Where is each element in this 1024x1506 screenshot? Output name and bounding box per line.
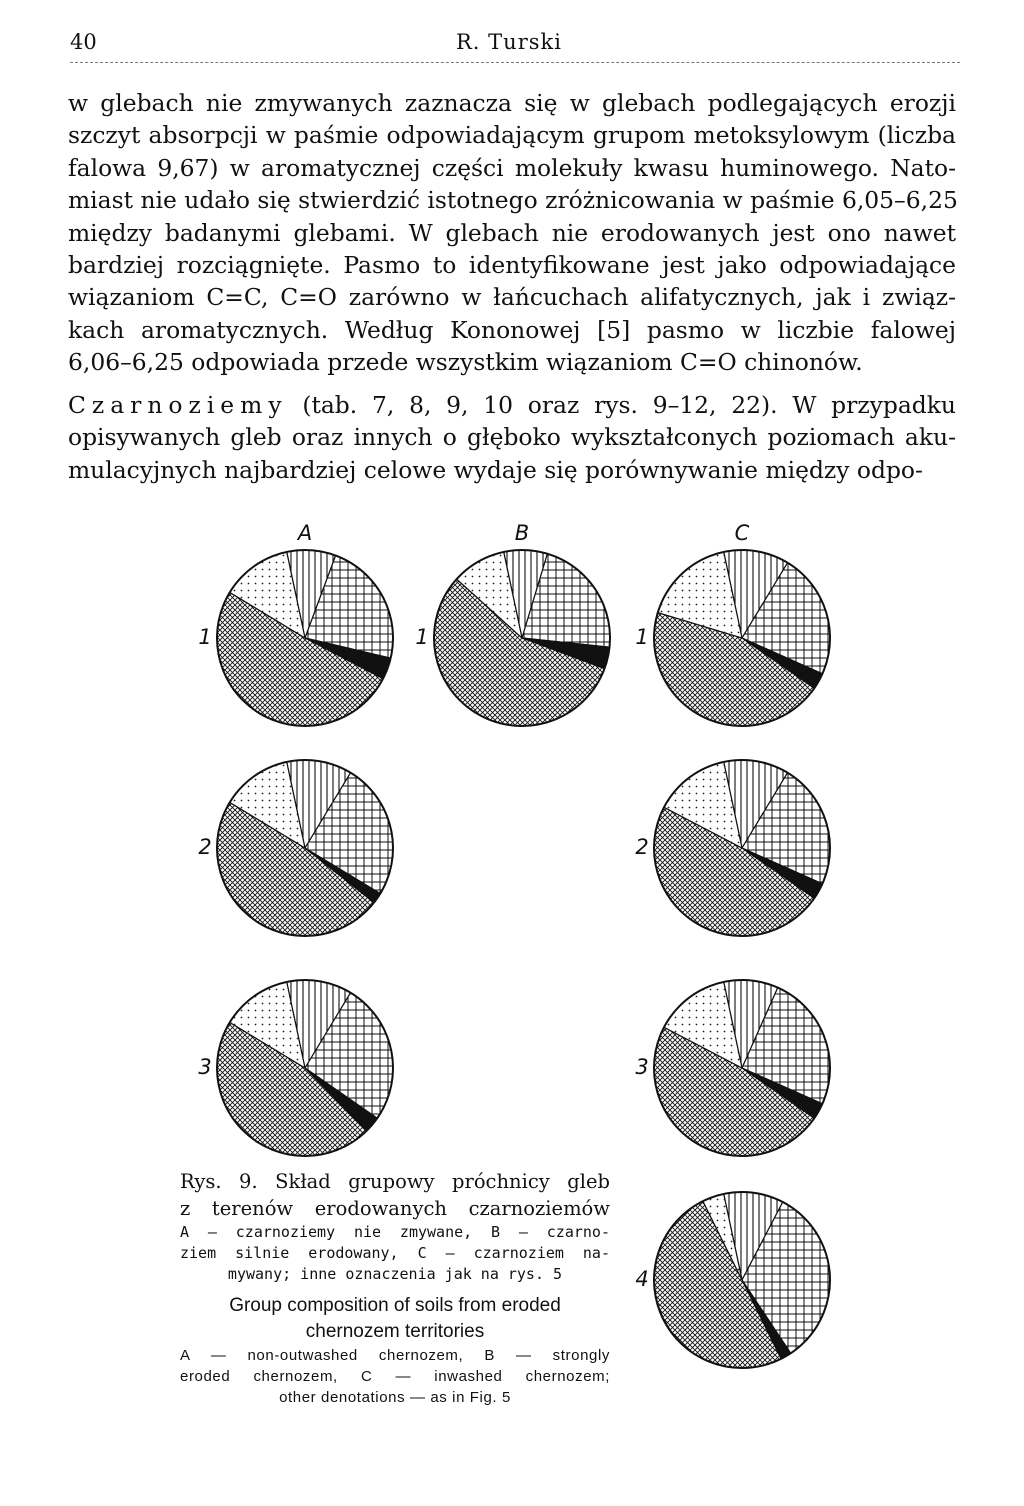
text-fragment: (tab. 7, 8, 9, 10 oraz rys. 9–12, 22). W przypadku xyxy=(287,391,956,419)
column-label-C: C xyxy=(734,521,750,545)
caption-desc-pl: ziem silnie erodowany, C — czarnoziem na- xyxy=(180,1244,610,1262)
row-label-3: 3 xyxy=(635,1055,649,1079)
text-line: 6,06–6,25 odpowiada przede wszystkim wiązaniom C=O chinonów. xyxy=(68,348,863,377)
pie-chart-C4 xyxy=(654,1192,830,1368)
text-line: bardziej rozciągnięte. Pasmo to identyfikowane jest jako odpowiadające xyxy=(68,251,956,280)
row-label-1: 1 xyxy=(635,625,649,649)
caption-title-pl: Rys. 9. Skład grupowy próchnicy gleb xyxy=(180,1170,610,1193)
text-line: mulacyjnych najbardziej celowe wydaje się porównywanie między odpo- xyxy=(68,455,923,484)
pie-chart-A3 xyxy=(217,980,393,1156)
row-label-2: 2 xyxy=(635,835,649,859)
spaced-term: Czarnoziemy xyxy=(68,391,288,419)
row-label-3: 3 xyxy=(198,1055,212,1079)
text-line xyxy=(68,389,956,421)
caption-desc-en: other denotations — as in Fig. 5 xyxy=(279,1389,511,1406)
caption-title-en: Group composition of soils from eroded xyxy=(229,1295,561,1316)
text-line: wiązaniom C=C, C=O zarówno w łańcuchach alifatycznych, jak i związ- xyxy=(68,283,956,312)
caption-title-pl: z terenów erodowanych czarnoziemów xyxy=(180,1197,610,1220)
caption-title-en: chernozem territories xyxy=(305,1321,485,1342)
row-label-4: 4 xyxy=(635,1267,649,1291)
pie-chart-C1 xyxy=(654,550,830,726)
caption-desc-en: A — non-outwashed chernozem, B — strongly xyxy=(180,1347,610,1364)
pie-chart-B1 xyxy=(434,550,610,726)
column-label-A: A xyxy=(297,521,313,545)
page-number: 40 xyxy=(70,30,97,54)
row-label-1: 1 xyxy=(198,625,212,649)
row-label-2: 2 xyxy=(198,835,212,859)
text-line: falowa 9,67) w aromatycznej części molekuły kwasu huminowego. Nato- xyxy=(68,153,956,182)
paragraph-1 xyxy=(68,87,956,379)
running-head: R. Turski xyxy=(456,30,562,54)
pie-chart-C2 xyxy=(654,760,830,936)
text-line: kach aromatycznych. Według Kononowej [5] pasmo w liczbie falowej xyxy=(68,315,956,344)
paragraph-2 xyxy=(68,389,956,486)
pie-chart-C3 xyxy=(654,980,830,1156)
caption-desc-pl: mywany; inne oznaczenia jak na rys. 5 xyxy=(227,1265,563,1283)
row-label-1: 1 xyxy=(415,625,429,649)
figure-caption xyxy=(180,1168,610,1408)
header-rule xyxy=(70,62,960,63)
caption-desc-pl: A — czarnoziemy nie zmywane, B — czarno- xyxy=(180,1223,610,1241)
text-line: miast nie udało się stwierdzić istotnego zróżnicowania w paśmie 6,05–6,25 xyxy=(68,186,958,215)
pie-chart-A2 xyxy=(217,760,393,936)
page-header xyxy=(70,30,960,64)
column-label-B: B xyxy=(514,521,530,545)
text-line: szczyt absorpcji w paśmie odpowiadającym grupom metoksylowym (liczba xyxy=(68,121,956,150)
text-line: w glebach nie zmywanych zaznacza się w glebach podlegających erozji xyxy=(68,89,956,117)
text-line: między badanymi glebami. W glebach nie erodowanych jest ono nawet xyxy=(68,218,956,247)
caption-desc-en: eroded chernozem, C — inwashed chernozem; xyxy=(180,1368,610,1385)
pie-chart-A1 xyxy=(217,550,393,726)
text-line: opisywanych gleb oraz innych o głęboko wykształconych poziomach aku- xyxy=(68,423,956,452)
